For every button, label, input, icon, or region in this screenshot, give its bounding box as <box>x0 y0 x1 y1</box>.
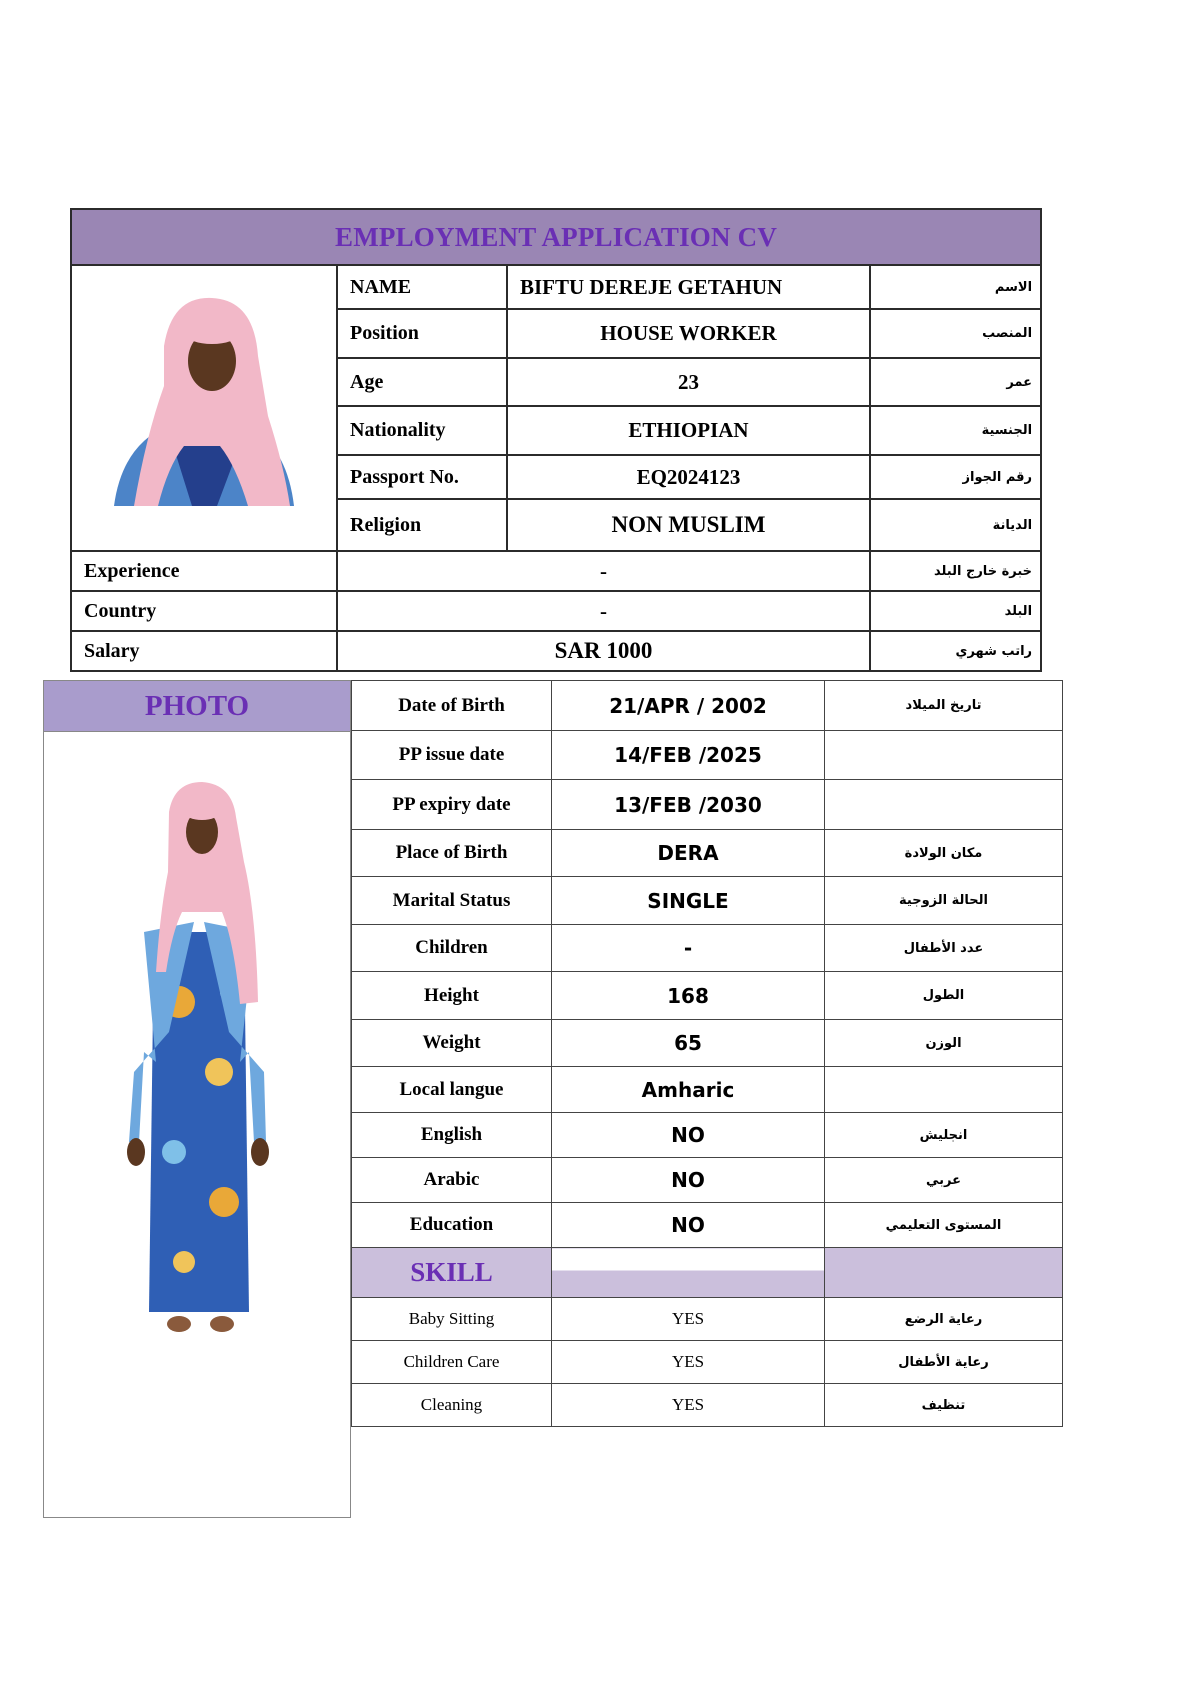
label-children: Children <box>352 925 552 972</box>
arabic-salary: راتب شهري <box>870 631 1041 671</box>
arabic-children: عدد الأطفال <box>825 925 1063 972</box>
label-marital-status: Marital Status <box>352 877 552 925</box>
value-dob: 21/APR / 2002 <box>552 681 825 731</box>
label-english: English <box>352 1113 552 1158</box>
skill-arabic-baby-sitting: رعاية الرضع <box>825 1298 1063 1341</box>
value-experience: - <box>337 551 870 591</box>
arabic-place-of-birth: مكان الولادة <box>825 830 1063 877</box>
value-place-of-birth: DERA <box>552 830 825 877</box>
value-education: NO <box>552 1203 825 1248</box>
value-salary: SAR 1000 <box>337 631 870 671</box>
value-pp-expiry: 13/FEB /2030 <box>552 780 825 830</box>
label-name: NAME <box>337 265 507 309</box>
value-nationality: ETHIOPIAN <box>507 406 870 455</box>
skill-label-cleaning: Cleaning <box>352 1384 552 1427</box>
label-education: Education <box>352 1203 552 1248</box>
label-pp-issue: PP issue date <box>352 731 552 780</box>
skill-label-children-care: Children Care <box>352 1341 552 1384</box>
arabic-pp-expiry <box>825 780 1063 830</box>
label-local-language: Local langue <box>352 1067 552 1113</box>
arabic-dob: تاريخ الميلاد <box>825 681 1063 731</box>
label-weight: Weight <box>352 1020 552 1067</box>
label-religion: Religion <box>337 499 507 551</box>
label-age: Age <box>337 358 507 407</box>
summary-table <box>70 208 1042 672</box>
arabic-passport: رقم الجواز <box>870 455 1041 499</box>
label-nationality: Nationality <box>337 406 507 455</box>
value-arabic: NO <box>552 1158 825 1203</box>
portrait-cell <box>71 265 337 551</box>
skill-value-baby-sitting: YES <box>552 1298 825 1341</box>
label-height: Height <box>352 972 552 1020</box>
details-table <box>351 680 1063 1427</box>
value-pp-issue: 14/FEB /2025 <box>552 731 825 780</box>
arabic-weight: الوزن <box>825 1020 1063 1067</box>
arabic-experience: خبرة خارج البلد <box>870 551 1041 591</box>
page-title: EMPLOYMENT APPLICATION CV <box>71 209 1041 265</box>
arabic-local-language <box>825 1067 1063 1113</box>
value-children: - <box>552 925 825 972</box>
value-name: BIFTU DEREJE GETAHUN <box>507 265 870 309</box>
value-local-language: Amharic <box>552 1067 825 1113</box>
label-place-of-birth: Place of Birth <box>352 830 552 877</box>
value-age: 23 <box>507 358 870 407</box>
arabic-position: المنصب <box>870 309 1041 358</box>
arabic-english: انجليش <box>825 1113 1063 1158</box>
label-country: Country <box>71 591 337 631</box>
skill-label-baby-sitting: Baby Sitting <box>352 1298 552 1341</box>
arabic-age: عمر <box>870 358 1041 407</box>
arabic-arabic: عربي <box>825 1158 1063 1203</box>
label-dob: Date of Birth <box>352 681 552 731</box>
skill-value-children-care: YES <box>552 1341 825 1384</box>
skill-arabic-cleaning: تنظيف <box>825 1384 1063 1427</box>
arabic-education: المستوى التعليمي <box>825 1203 1063 1248</box>
value-passport: EQ2024123 <box>507 455 870 499</box>
arabic-name: الاسم <box>870 265 1041 309</box>
arabic-nationality: الجنسية <box>870 406 1041 455</box>
full-photo-panel <box>43 680 351 1518</box>
arabic-country: البلد <box>870 591 1041 631</box>
value-height: 168 <box>552 972 825 1020</box>
portrait-photo <box>72 266 334 544</box>
arabic-height: الطول <box>825 972 1063 1020</box>
skill-arabic-children-care: رعاية الأطفال <box>825 1341 1063 1384</box>
label-experience: Experience <box>71 551 337 591</box>
skill-heading: SKILL <box>352 1248 552 1298</box>
arabic-pp-issue <box>825 731 1063 780</box>
value-english: NO <box>552 1113 825 1158</box>
label-pp-expiry: PP expiry date <box>352 780 552 830</box>
skill-value-cleaning: YES <box>552 1384 825 1427</box>
value-position: HOUSE WORKER <box>507 309 870 358</box>
skill-heading-blank <box>552 1248 825 1298</box>
value-weight: 65 <box>552 1020 825 1067</box>
label-passport: Passport No. <box>337 455 507 499</box>
full-body-photo <box>44 772 350 1372</box>
value-marital-status: SINGLE <box>552 877 825 925</box>
skill-heading-blank-2 <box>825 1248 1063 1298</box>
value-country: - <box>337 591 870 631</box>
label-position: Position <box>337 309 507 358</box>
label-salary: Salary <box>71 631 337 671</box>
label-arabic: Arabic <box>352 1158 552 1203</box>
photo-heading: PHOTO <box>44 681 350 732</box>
arabic-marital-status: الحالة الزوجية <box>825 877 1063 925</box>
value-religion: NON MUSLIM <box>507 499 870 551</box>
arabic-religion: الديانة <box>870 499 1041 551</box>
